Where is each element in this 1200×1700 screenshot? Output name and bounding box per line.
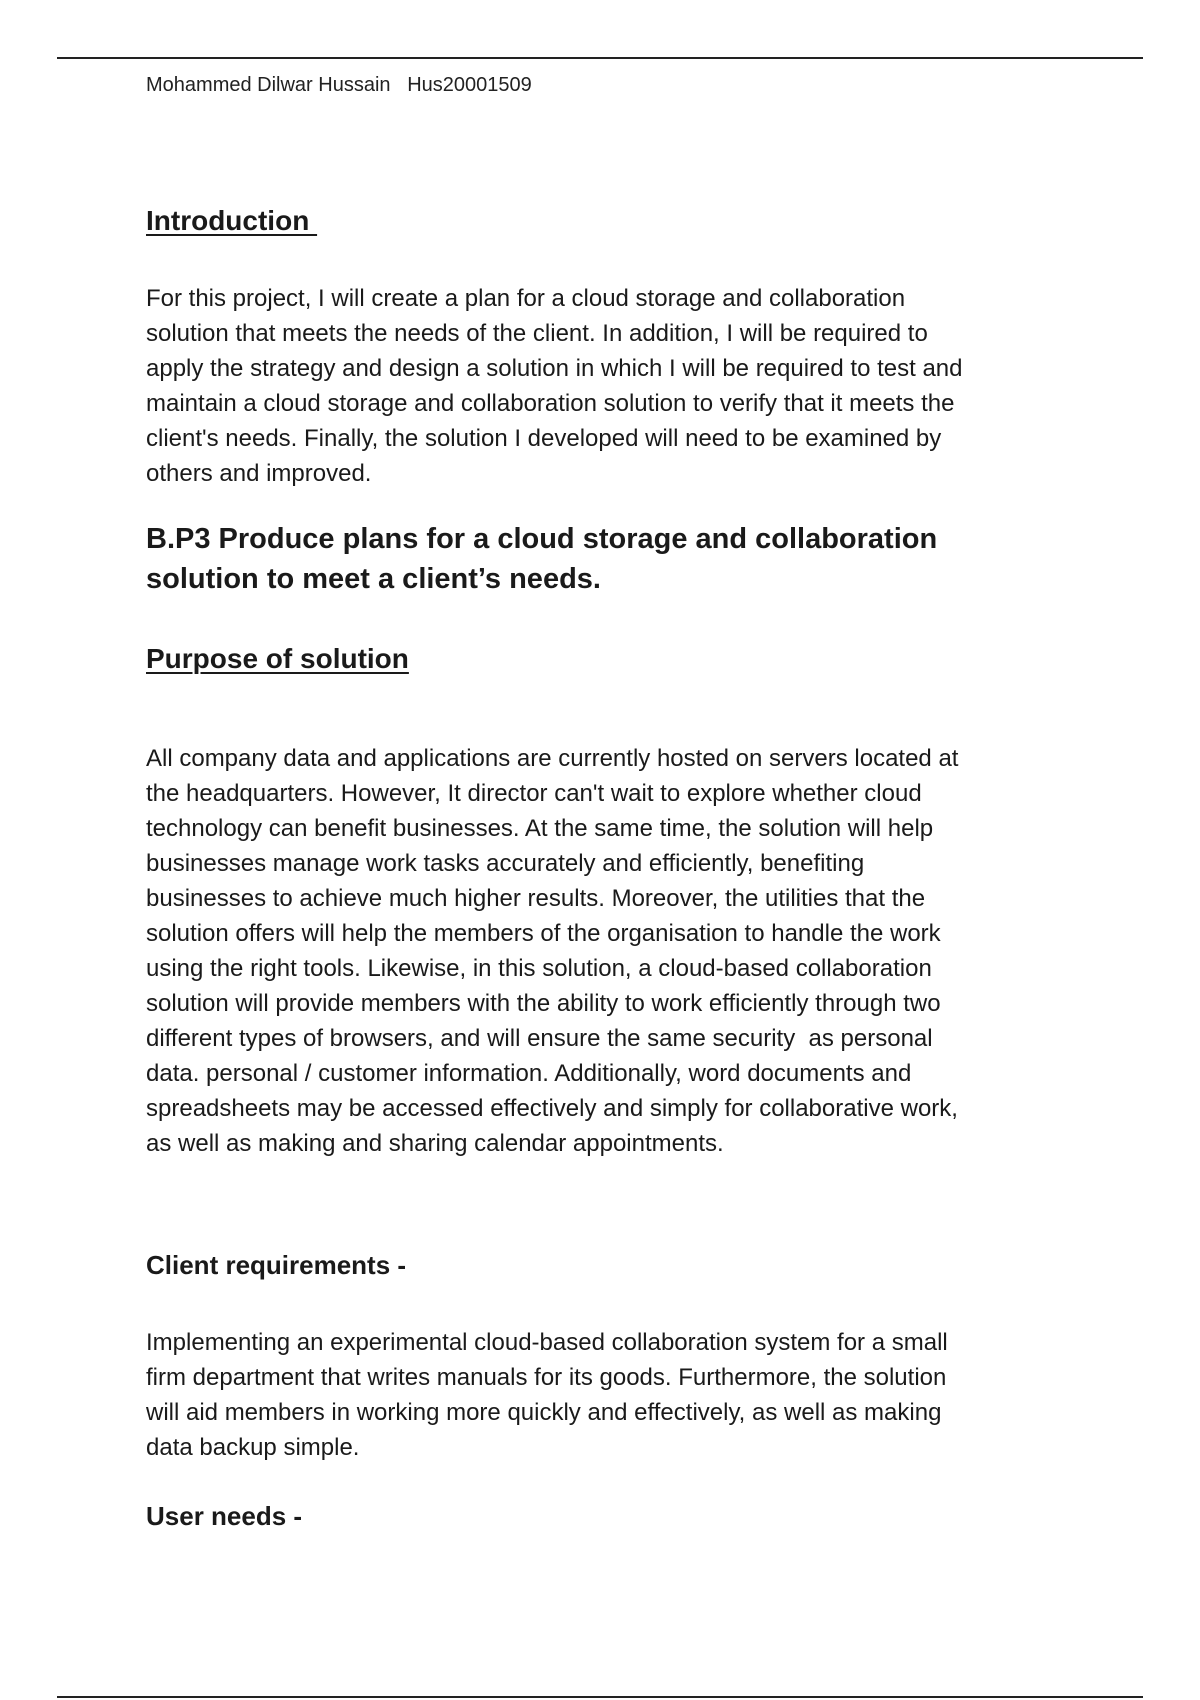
paragraph-line: technology can benefit businesses. At the same time, the solution will help (146, 815, 934, 842)
purpose-paragraph (146, 741, 1046, 1161)
task-heading-line: solution to meet a client’s needs. (146, 563, 601, 595)
purpose-heading: Purpose of solution (146, 643, 409, 674)
paragraph-line: client's needs. Finally, the solution I developed will need to be examined by (146, 425, 942, 452)
paragraph-line: as well as making and sharing calendar appointments. (146, 1130, 724, 1157)
paragraph-line: solution will provide members with the ability to work efficiently through two (146, 990, 941, 1017)
paragraph-line: firm department that writes manuals for its goods. Furthermore, the solution (146, 1364, 947, 1391)
paragraph-line: data backup simple. (146, 1434, 360, 1461)
paragraph-line: Implementing an experimental cloud-based collaboration system for a small (146, 1329, 948, 1356)
paragraph-line: solution that meets the needs of the client. In addition, I will be required to (146, 320, 928, 347)
paragraph-line: All company data and applications are currently hosted on servers located at (146, 745, 959, 772)
paragraph-line: will aid members in working more quickly and effectively, as well as making (146, 1399, 942, 1426)
client-requirements-paragraph (146, 1325, 1046, 1465)
top-rule (57, 57, 1143, 59)
task-heading-line: B.P3 Produce plans for a cloud storage and collaboration (146, 523, 938, 555)
paragraph-line: different types of browsers, and will ensure the same security as personal (146, 1025, 933, 1052)
paragraph-line: businesses to achieve much higher results. Moreover, the utilities that the (146, 885, 926, 912)
paragraph-line: using the right tools. Likewise, in this solution, a cloud-based collaboration (146, 955, 932, 982)
paragraph-line: others and improved. (146, 460, 372, 487)
paragraph-line: the headquarters. However, It director can't wait to explore whether cloud (146, 780, 922, 807)
paragraph-line: spreadsheets may be accessed effectively and simply for collaborative work, (146, 1095, 958, 1122)
task-heading (146, 519, 1046, 599)
user-needs-heading: User needs - (146, 1501, 303, 1531)
paragraph-line: For this project, I will create a plan for a cloud storage and collaboration (146, 285, 906, 312)
paragraph-line: maintain a cloud storage and collaboration solution to verify that it meets the (146, 390, 955, 417)
paragraph-line: solution offers will help the members of the organisation to handle the work (146, 920, 941, 947)
introduction-heading: Introduction (146, 205, 318, 236)
client-requirements-heading: Client requirements - (146, 1250, 407, 1280)
introduction-paragraph (146, 281, 1046, 491)
author-header: Mohammed Dilwar Hussain Hus20001509 (146, 74, 532, 96)
paragraph-line: apply the strategy and design a solution in which I will be required to test and (146, 355, 963, 382)
bottom-rule (57, 1696, 1143, 1698)
paragraph-line: data. personal / customer information. Additionally, word documents and (146, 1060, 912, 1087)
paragraph-line: businesses manage work tasks accurately and efficiently, benefiting (146, 850, 865, 877)
